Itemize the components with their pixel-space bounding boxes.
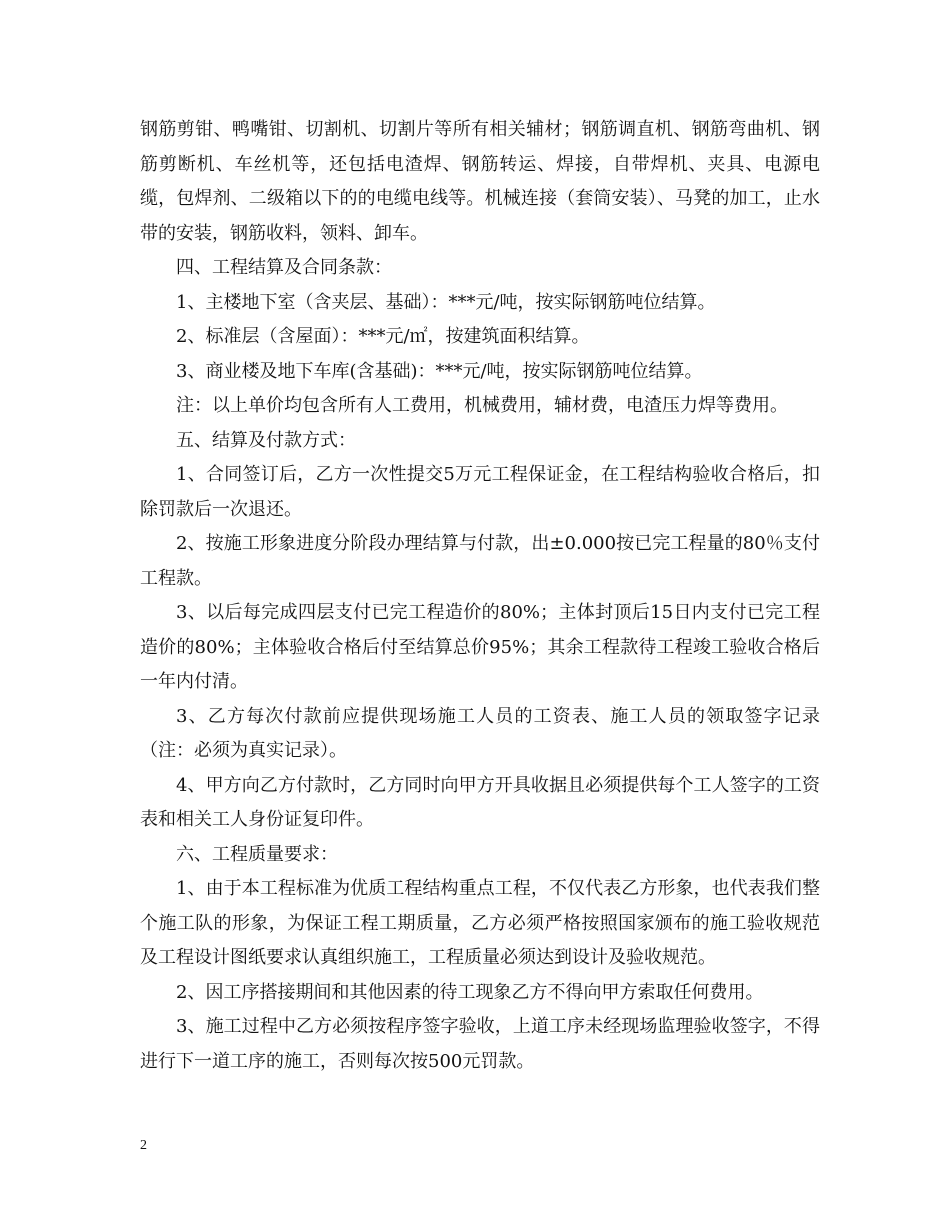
paragraph: 3、施工过程中乙方必须按程序签字验收，上道工序未经现场监理验收签字，不得进行下一道工序的施工，否则每次按500元罚款。 <box>140 1016 820 1072</box>
section-heading: 六、工程质量要求： <box>176 843 338 865</box>
paragraph: 4、甲方向乙方付款时，乙方同时向甲方开具收据且必须提供每个工人签字的工资表和相关工人身份证复印件。 <box>140 774 820 830</box>
paragraph: 钢筋剪钳、鸭嘴钳、切割机、切割片等所有相关辅材；钢筋调直机、钢筋弯曲机、钢筋剪断机、车丝机等，还包括电渣焊、钢筋转运、焊接，自带焊机、夹具、电源电缆，包焊剂、二级箱以下的的电缆电线等。机械连接（套筒安装）、马凳的加工，止水带的安装，钢筋收料，领料、卸车。 <box>140 119 820 244</box>
paragraph: 1、合同签订后，乙方一次性提交5万元工程保证金，在工程结构验收合格后，扣除罚款后一次退还。 <box>140 464 820 520</box>
paragraph: 3、以后每完成四层支付已完工程造价的80%；主体封顶后15日内支付已完工程造价的80%；主体验收合格后付至结算总价95%；其余工程款待工程竣工验收合格后一年内付清。 <box>140 602 820 692</box>
section-heading: 五、结算及付款方式： <box>176 429 356 451</box>
paragraph: 1、主楼地下室（含夹层、基础）：***元/吨，按实际钢筋吨位结算。 <box>176 291 716 313</box>
page-number: 2 <box>140 1138 147 1153</box>
paragraph: 2、标准层（含屋面）：***元/㎡，按建筑面积结算。 <box>176 326 590 347</box>
document-body <box>140 113 820 1079</box>
section-heading: 四、工程结算及合同条款： <box>176 257 392 278</box>
paragraph: 3、乙方每次付款前应提供现场施工人员的工资表、施工人员的领取签字记录（注：必须为真实记录）。 <box>140 705 820 761</box>
paragraph: 2、因工序搭接期间和其他因素的待工现象乙方不得向甲方索取任何费用。 <box>176 981 764 1003</box>
paragraph: 3、商业楼及地下车库(含基础)：***元/吨，按实际钢筋吨位结算。 <box>176 360 703 382</box>
paragraph: 1、由于本工程标准为优质工程结构重点工程，不仅代表乙方形象，也代表我们整个施工队的形象，为保证工程工期质量，乙方必须严格按照国家颁布的施工验收规范及工程设计图纸要求认真组织施工，工程质量必须达到设计及验收规范。 <box>140 878 820 968</box>
paragraph: 2、按施工形象进度分阶段办理结算与付款，出±0.000按已完工程量的80％支付工程款。 <box>140 533 820 589</box>
note-paragraph: 注：以上单价均包含所有人工费用，机械费用，辅材费，电渣压力焊等费用。 <box>176 395 788 416</box>
